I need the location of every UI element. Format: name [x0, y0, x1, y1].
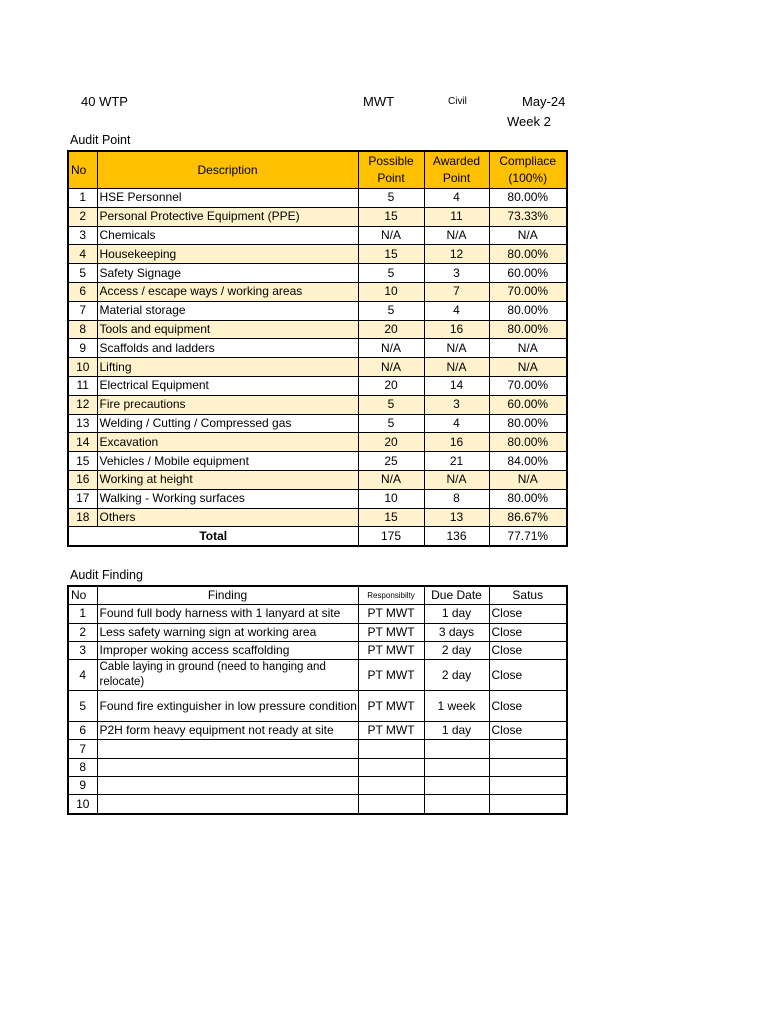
finding-responsibility: PT MWT — [358, 623, 424, 641]
row-awarded-point: 16 — [424, 433, 489, 452]
table-row — [68, 207, 567, 226]
row-awarded-point: 21 — [424, 452, 489, 471]
list-item — [68, 722, 567, 740]
row-possible-point: N/A — [358, 226, 424, 245]
row-possible-point: 10 — [358, 282, 424, 301]
row-no: 2 — [68, 207, 97, 226]
finding-text: Less safety warning sign at working area — [97, 623, 358, 641]
row-no: 12 — [68, 395, 97, 414]
finding-responsibility: PT MWT — [358, 691, 424, 722]
row-awarded-point: 13 — [424, 508, 489, 527]
row-possible-point: 20 — [358, 376, 424, 395]
table-row — [68, 395, 567, 414]
col-header-no: No — [68, 151, 97, 189]
audit-finding-table — [67, 585, 568, 815]
row-description: Working at height — [97, 470, 358, 489]
total-possible: 175 — [358, 527, 424, 546]
col-header-possible: Possible Point — [358, 151, 424, 189]
row-possible-point: 15 — [358, 508, 424, 527]
table-row — [68, 508, 567, 527]
finding-no: 5 — [68, 691, 97, 722]
col-header-awarded: Awarded Point — [424, 151, 489, 189]
company-name: MWT — [363, 94, 395, 109]
table-header-row — [68, 151, 567, 189]
total-row — [68, 527, 567, 546]
row-compliance: 60.00% — [489, 264, 567, 283]
row-awarded-point: N/A — [424, 339, 489, 358]
finding-status: Close — [489, 623, 567, 641]
row-no: 1 — [68, 189, 97, 208]
finding-due-date: 1 week — [424, 691, 489, 722]
row-possible-point: N/A — [358, 470, 424, 489]
row-no: 17 — [68, 489, 97, 508]
discipline-label: Civil — [448, 96, 467, 107]
row-no: 18 — [68, 508, 97, 527]
col-header-due-date: Due Date — [424, 586, 489, 605]
row-no: 16 — [68, 470, 97, 489]
row-description: Chemicals — [97, 226, 358, 245]
row-compliance: N/A — [489, 358, 567, 377]
table-row — [68, 226, 567, 245]
list-item — [68, 758, 567, 776]
audit-point-table — [67, 150, 568, 547]
table-row — [68, 489, 567, 508]
row-description: Vehicles / Mobile equipment — [97, 452, 358, 471]
row-no: 15 — [68, 452, 97, 471]
list-item — [68, 777, 567, 795]
row-possible-point: N/A — [358, 358, 424, 377]
row-description: Walking - Working surfaces — [97, 489, 358, 508]
row-compliance: 80.00% — [489, 433, 567, 452]
finding-no: 10 — [68, 795, 97, 814]
row-awarded-point: 4 — [424, 301, 489, 320]
project-name: 40 WTP — [81, 94, 128, 109]
finding-status: Close — [489, 691, 567, 722]
row-awarded-point: 16 — [424, 320, 489, 339]
finding-no: 9 — [68, 777, 97, 795]
month-label: May-24 — [522, 94, 566, 109]
table-row — [68, 245, 567, 264]
row-possible-point: 5 — [358, 189, 424, 208]
row-description: Housekeeping — [97, 245, 358, 264]
row-description: Others — [97, 508, 358, 527]
col-header-compliance: Compliace (100%) — [489, 151, 567, 189]
table-row — [68, 320, 567, 339]
row-awarded-point: N/A — [424, 226, 489, 245]
finding-responsibility — [358, 740, 424, 758]
row-possible-point: 15 — [358, 207, 424, 226]
row-possible-point: 10 — [358, 489, 424, 508]
row-compliance: 73.33% — [489, 207, 567, 226]
finding-due-date: 2 day — [424, 660, 489, 691]
list-item — [68, 623, 567, 641]
finding-due-date — [424, 795, 489, 814]
list-item — [68, 740, 567, 758]
row-description: Tools and equipment — [97, 320, 358, 339]
table-row — [68, 470, 567, 489]
row-compliance: 84.00% — [489, 452, 567, 471]
finding-no: 2 — [68, 623, 97, 641]
row-compliance: 80.00% — [489, 189, 567, 208]
row-awarded-point: N/A — [424, 470, 489, 489]
finding-due-date — [424, 758, 489, 776]
list-item — [68, 691, 567, 722]
row-compliance: 60.00% — [489, 395, 567, 414]
row-compliance: N/A — [489, 226, 567, 245]
list-item — [68, 641, 567, 659]
row-description: Fire precautions — [97, 395, 358, 414]
table-row — [68, 189, 567, 208]
total-label: Total — [68, 527, 358, 546]
row-possible-point: 5 — [358, 395, 424, 414]
finding-responsibility: PT MWT — [358, 722, 424, 740]
finding-text — [97, 740, 358, 758]
row-possible-point: 20 — [358, 320, 424, 339]
finding-status — [489, 758, 567, 776]
row-compliance: 80.00% — [489, 320, 567, 339]
finding-due-date: 3 days — [424, 623, 489, 641]
row-description: Personal Protective Equipment (PPE) — [97, 207, 358, 226]
finding-text: Found full body harness with 1 lanyard at site — [97, 605, 358, 623]
finding-responsibility — [358, 758, 424, 776]
table-row — [68, 358, 567, 377]
row-possible-point: 5 — [358, 414, 424, 433]
finding-text — [97, 758, 358, 776]
row-compliance: 80.00% — [489, 245, 567, 264]
finding-text: Found fire extinguisher in low pressure condition — [97, 691, 358, 722]
table-row — [68, 376, 567, 395]
row-possible-point: 25 — [358, 452, 424, 471]
finding-due-date: 1 day — [424, 605, 489, 623]
total-awarded: 136 — [424, 527, 489, 546]
table-row — [68, 339, 567, 358]
row-compliance: 70.00% — [489, 376, 567, 395]
finding-responsibility — [358, 777, 424, 795]
finding-due-date — [424, 777, 489, 795]
row-awarded-point: 4 — [424, 414, 489, 433]
row-no: 8 — [68, 320, 97, 339]
col-header-finding: Finding — [97, 586, 358, 605]
row-compliance: 86.67% — [489, 508, 567, 527]
finding-no: 6 — [68, 722, 97, 740]
row-no: 11 — [68, 376, 97, 395]
finding-status — [489, 795, 567, 814]
row-possible-point: 20 — [358, 433, 424, 452]
row-description: Lifting — [97, 358, 358, 377]
col-header-no: No — [68, 586, 97, 605]
row-compliance: N/A — [489, 470, 567, 489]
finding-due-date: 1 day — [424, 722, 489, 740]
finding-responsibility — [358, 795, 424, 814]
table-row — [68, 282, 567, 301]
finding-responsibility: PT MWT — [358, 660, 424, 691]
audit-point-title: Audit Point — [70, 133, 131, 147]
table-row — [68, 414, 567, 433]
row-no: 6 — [68, 282, 97, 301]
table-row — [68, 452, 567, 471]
table-row — [68, 264, 567, 283]
col-header-status: Satus — [489, 586, 567, 605]
row-possible-point: 15 — [358, 245, 424, 264]
finding-text — [97, 777, 358, 795]
row-awarded-point: N/A — [424, 358, 489, 377]
finding-status — [489, 740, 567, 758]
finding-header-row — [68, 586, 567, 605]
row-no: 13 — [68, 414, 97, 433]
row-no: 3 — [68, 226, 97, 245]
finding-no: 1 — [68, 605, 97, 623]
row-possible-point: N/A — [358, 339, 424, 358]
finding-status: Close — [489, 722, 567, 740]
row-description: Access / escape ways / working areas — [97, 282, 358, 301]
finding-text: P2H form heavy equipment not ready at site — [97, 722, 358, 740]
row-awarded-point: 14 — [424, 376, 489, 395]
row-description: Safety Signage — [97, 264, 358, 283]
row-no: 4 — [68, 245, 97, 264]
row-awarded-point: 11 — [424, 207, 489, 226]
row-no: 9 — [68, 339, 97, 358]
finding-responsibility: PT MWT — [358, 641, 424, 659]
finding-no: 4 — [68, 660, 97, 691]
row-description: Welding / Cutting / Compressed gas — [97, 414, 358, 433]
row-description: Material storage — [97, 301, 358, 320]
row-awarded-point: 3 — [424, 395, 489, 414]
finding-status: Close — [489, 605, 567, 623]
row-possible-point: 5 — [358, 301, 424, 320]
row-description: Electrical Equipment — [97, 376, 358, 395]
row-no: 5 — [68, 264, 97, 283]
table-row — [68, 301, 567, 320]
week-label: Week 2 — [507, 114, 551, 129]
finding-text — [97, 795, 358, 814]
row-description: Scaffolds and ladders — [97, 339, 358, 358]
row-compliance: 80.00% — [489, 489, 567, 508]
finding-no: 7 — [68, 740, 97, 758]
row-no: 10 — [68, 358, 97, 377]
finding-status: Close — [489, 660, 567, 691]
col-header-description: Description — [97, 151, 358, 189]
row-description: HSE Personnel — [97, 189, 358, 208]
row-compliance: N/A — [489, 339, 567, 358]
total-compliance: 77.71% — [489, 527, 567, 546]
row-awarded-point: 8 — [424, 489, 489, 508]
finding-status: Close — [489, 641, 567, 659]
list-item — [68, 795, 567, 814]
finding-no: 8 — [68, 758, 97, 776]
list-item — [68, 660, 567, 691]
finding-responsibility: PT MWT — [358, 605, 424, 623]
finding-text: Improper woking access scaffolding — [97, 641, 358, 659]
row-awarded-point: 3 — [424, 264, 489, 283]
row-compliance: 70.00% — [489, 282, 567, 301]
table-row — [68, 433, 567, 452]
col-header-responsibility: Responsibilty — [358, 586, 424, 605]
audit-finding-title: Audit Finding — [70, 568, 143, 582]
finding-no: 3 — [68, 641, 97, 659]
list-item — [68, 605, 567, 623]
finding-status — [489, 777, 567, 795]
row-possible-point: 5 — [358, 264, 424, 283]
row-no: 14 — [68, 433, 97, 452]
row-compliance: 80.00% — [489, 414, 567, 433]
row-awarded-point: 4 — [424, 189, 489, 208]
row-compliance: 80.00% — [489, 301, 567, 320]
row-description: Excavation — [97, 433, 358, 452]
row-awarded-point: 7 — [424, 282, 489, 301]
finding-due-date: 2 day — [424, 641, 489, 659]
finding-text: Cable laying in ground (need to hanging and relocate) — [97, 660, 358, 691]
finding-due-date — [424, 740, 489, 758]
row-awarded-point: 12 — [424, 245, 489, 264]
row-no: 7 — [68, 301, 97, 320]
